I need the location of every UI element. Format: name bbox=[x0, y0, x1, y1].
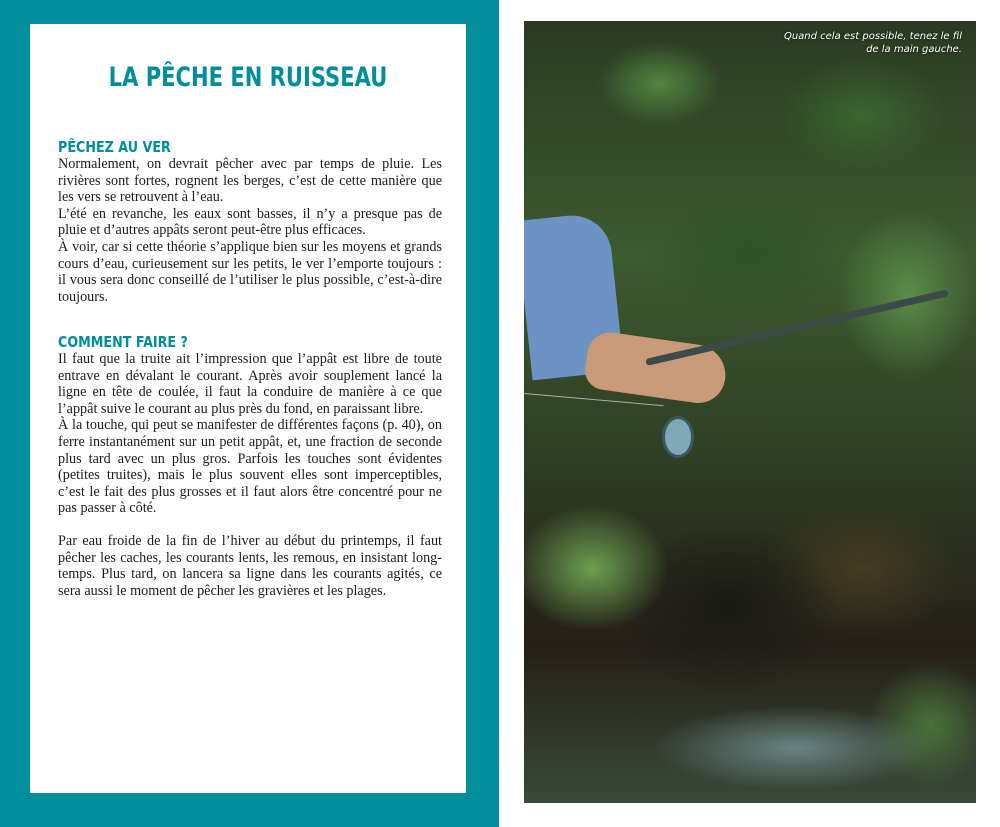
fishing-rod bbox=[645, 289, 949, 366]
paragraph: L’été en revanche, les eaux sont basses, il n’y a presque pas de pluie et d’autres appâts seront peut-être plus efficaces. bbox=[58, 205, 442, 239]
section-worm-fishing bbox=[58, 138, 442, 305]
paragraph: À la touche, qui peut se manifester de différentes façons (p. 40), on ferre instantanément sur un petit appât, et, une fraction de seconde plus tard avec un plus gros. Parfois les touches sont évidentes (petites truites), mais le plus souvent elles sont imperceptibles, c’est le fait des plus grosses et il faut alors être concentré pour ne pas passer à côté. bbox=[58, 417, 442, 517]
paragraph: Normalement, on devrait pêcher avec par temps de pluie. Les rivières sont fortes, rognent les berges, c’est de cette manière que les vers se retrouvent à l’eau. bbox=[58, 156, 442, 206]
caption-line: de la main gauche. bbox=[866, 44, 962, 55]
text-card bbox=[30, 24, 466, 793]
spinning-reel bbox=[662, 416, 694, 458]
section-how-to bbox=[58, 333, 442, 599]
angler-forearm-hand bbox=[583, 330, 730, 407]
caption-line: Quand cela est possible, tenez le fil bbox=[783, 31, 962, 42]
teal-page-background bbox=[0, 0, 499, 827]
paragraph: Il faut que la truite ait l’impression que l’appât est libre de toute entrave en dévalant le courant. Après avoir souplement lancé la ligne en tête de coulée, il faut la conduire de manière à ce que l’appât suive le courant au plus près du fond, en paraissant libre. bbox=[58, 351, 442, 417]
fishing-photo bbox=[524, 21, 976, 803]
paragraph-gap bbox=[58, 517, 442, 533]
paragraph: Par eau froide de la fin de l’hiver au début du printemps, il faut pêcher les caches, les courants lents, les remous, en insistant long-temps. Plus tard, on lancera sa ligne dans les courants agités, ce sera aussi le moment de pêcher les gravières et les plages. bbox=[58, 532, 442, 599]
photo-caption bbox=[742, 30, 962, 56]
page-title: LA PÊCHE EN RUISSEAU bbox=[108, 62, 388, 93]
paragraph: À voir, car si cette théorie s’applique bien sur les moyens et grands cours d’eau, curieusement sur les petits, le ver l’emporte toujours : il vous sera donc conseillé de l’utiliser le plus possible, c’est-à-dire toujours. bbox=[58, 238, 442, 305]
section-heading: PÊCHEZ AU VER bbox=[58, 138, 171, 156]
section-heading: COMMENT FAIRE ? bbox=[58, 333, 188, 351]
